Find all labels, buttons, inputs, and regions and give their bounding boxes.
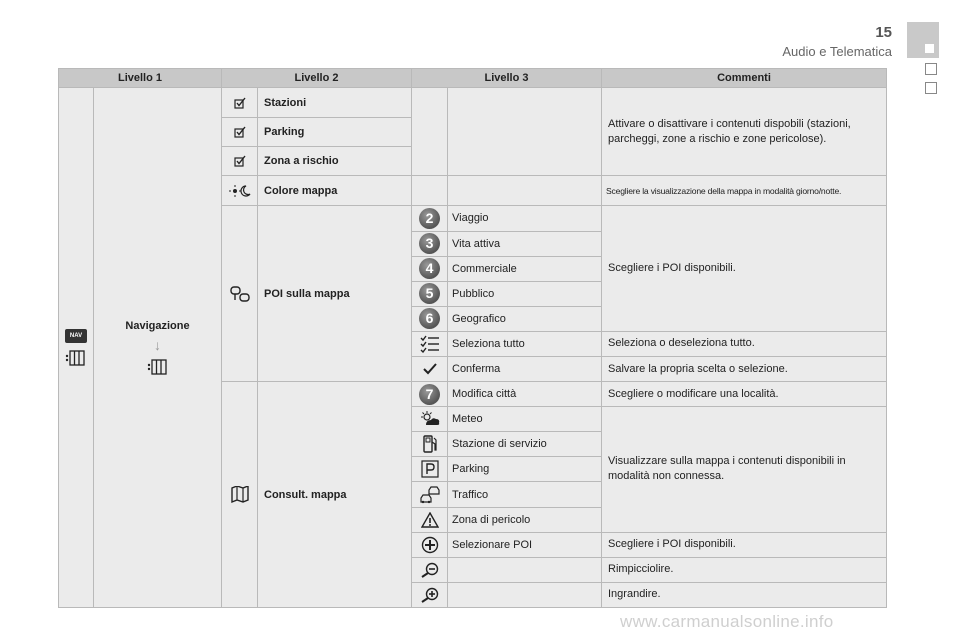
comment-seleziona: Seleziona o deseleziona tutto. [602,331,887,356]
select-all-icon[interactable] [420,335,440,353]
number-badge-4: 4 [419,258,440,279]
checkbox-icon-cell[interactable] [222,88,258,118]
zoom-out-icon[interactable] [419,562,441,578]
comment-poi: Scegliere i POI disponibili. [602,206,887,331]
poi-icon-cell[interactable] [222,206,258,382]
pubblico-label[interactable]: Pubblico [448,281,602,306]
arrow-down-icon: ↓ [154,336,161,353]
page-number: 15 [875,24,892,41]
empty-cell [412,88,448,176]
column-header-level2: Livello 2 [222,69,412,88]
comment-visualizzare: Visualizzare sulla mappa i contenuti disponibili in modalità non connessa. [602,407,887,532]
empty-cell [448,176,602,206]
traffic-icon[interactable] [419,486,441,504]
fuel-station-icon[interactable] [422,434,438,454]
menu-icon [147,358,169,376]
nav-badge[interactable]: NAV [65,329,87,343]
zoom-out-icon-cell[interactable] [412,557,448,582]
comment-modifica: Scegliere o modificare una località. [602,382,887,407]
zoom-in-icon[interactable] [419,587,441,603]
meteo-label[interactable]: Meteo [448,407,602,432]
empty-cell [448,88,602,176]
modifica-citta-label[interactable]: Modifica città [448,382,602,407]
number-badge-3: 3 [419,233,440,254]
checkbox-checked-icon[interactable] [234,126,246,138]
comment-conferma: Salvare la propria scelta o selezione. [602,357,887,382]
number-cell [412,281,448,306]
comment-selezionare-poi: Scegliere i POI disponibili. [602,532,887,557]
colore-mappa-label[interactable]: Colore mappa [258,176,412,206]
number-cell [412,382,448,407]
number-cell [412,231,448,256]
conferma-label[interactable]: Conferma [448,357,602,382]
seleziona-tutto-label[interactable]: Seleziona tutto [448,331,602,356]
navigazione-title: Navigazione [125,319,190,332]
selezionare-poi-label[interactable]: Selezionare POI [448,532,602,557]
consult-mappa-label[interactable]: Consult. mappa [258,382,412,608]
vita-attiva-label[interactable]: Vita attiva [448,231,602,256]
comment-ingrandire: Ingrandire. [602,582,887,607]
number-badge-2: 2 [419,208,440,229]
warning-icon[interactable] [421,512,439,528]
checkbox-icon-cell[interactable] [222,118,258,147]
fuel-icon-cell[interactable] [412,432,448,457]
weather-icon[interactable] [419,411,441,427]
number-cell [412,256,448,281]
geografico-label[interactable]: Geografico [448,306,602,331]
plus-circle-icon[interactable] [421,536,439,554]
comment-attivare: Attivare o disattivare i contenuti dispobili (stazioni, parcheggi, zone a rischio e zone pericolose). [602,88,887,176]
traffic-icon-cell[interactable] [412,482,448,507]
side-tab [907,22,939,58]
checkbox-checked-icon[interactable] [234,155,246,167]
parking-label[interactable]: Parking [258,118,412,147]
zona-rischio-label[interactable]: Zona a rischio [258,147,412,176]
confirm-icon-cell[interactable] [412,357,448,382]
empty-cell [412,176,448,206]
select-poi-icon-cell[interactable] [412,532,448,557]
number-cell [412,306,448,331]
comment-rimpicciolire: Rimpicciolire. [602,557,887,582]
checkmark-icon[interactable] [423,363,437,375]
side-tab-marker [925,44,934,53]
section-title: Audio e Telematica [782,44,892,59]
number-badge-5: 5 [419,283,440,304]
column-header-comments: Commenti [602,69,887,88]
viaggio-label[interactable]: Viaggio [448,206,602,231]
empty-cell [448,557,602,582]
zoom-in-icon-cell[interactable] [412,582,448,607]
parking-icon[interactable] [421,460,439,478]
checkbox-checked-icon[interactable] [234,97,246,109]
stazioni-label[interactable]: Stazioni [258,88,412,118]
select-all-icon-cell[interactable] [412,331,448,356]
poi-sulla-mappa-label[interactable]: POI sulla mappa [258,206,412,382]
level1-icon-cell [59,88,94,608]
poi-icon[interactable] [229,284,251,304]
menu-icon[interactable] [65,349,87,367]
side-box [925,82,937,94]
column-header-level1: Livello 1 [59,69,222,88]
warning-icon-cell[interactable] [412,507,448,532]
watermark: www.carmanualsonline.info [620,612,834,631]
empty-cell [448,582,602,607]
weather-icon-cell[interactable] [412,407,448,432]
level1-navigazione [94,88,222,608]
map-icon-cell[interactable] [222,382,258,608]
number-badge-6: 6 [419,308,440,329]
parking-label-2[interactable]: Parking [448,457,602,482]
checkbox-icon-cell[interactable] [222,147,258,176]
column-header-level3: Livello 3 [412,69,602,88]
day-night-icon[interactable] [229,184,251,198]
zona-pericolo-label[interactable]: Zona di pericolo [448,507,602,532]
comment-colore: Scegliere la visualizzazione della mappa in modalità giorno/notte. [602,176,887,206]
stazione-servizio-label[interactable]: Stazione di servizio [448,432,602,457]
commerciale-label[interactable]: Commerciale [448,256,602,281]
number-cell [412,206,448,231]
number-badge-7: 7 [419,384,440,405]
map-icon[interactable] [230,486,250,504]
menu-table [58,68,887,608]
parking-icon-cell[interactable] [412,457,448,482]
day-night-icon-cell[interactable] [222,176,258,206]
side-box [925,63,937,75]
traffico-label[interactable]: Traffico [448,482,602,507]
